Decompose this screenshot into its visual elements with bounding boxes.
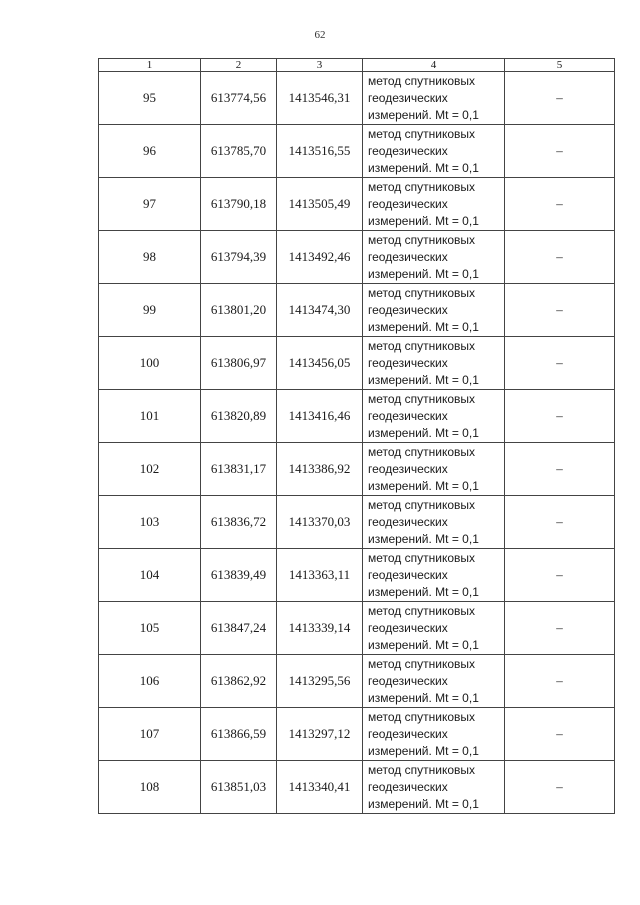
y-coordinate-cell: 1413505,49 xyxy=(277,178,363,231)
point-number-cell: 102 xyxy=(99,443,201,496)
method-cell xyxy=(363,72,505,125)
point-number-cell: 96 xyxy=(99,125,201,178)
x-coordinate-cell: 613794,39 xyxy=(201,231,277,284)
y-coordinate-cell: 1413416,46 xyxy=(277,390,363,443)
y-coordinate-cell: 1413474,30 xyxy=(277,284,363,337)
y-coordinate-cell: 1413492,46 xyxy=(277,231,363,284)
note-cell: – xyxy=(505,549,615,602)
method-text-line: метод спутниковых xyxy=(368,603,476,618)
y-coordinate-cell: 1413370,03 xyxy=(277,496,363,549)
table-row xyxy=(99,284,615,337)
note-cell: – xyxy=(505,390,615,443)
method-text-line: геодезических xyxy=(368,514,448,529)
y-coordinate-cell: 1413340,41 xyxy=(277,761,363,814)
method-text-line: метод спутниковых xyxy=(368,656,476,671)
point-number-cell: 97 xyxy=(99,178,201,231)
method-text-line: метод спутниковых xyxy=(368,126,476,141)
x-coordinate-cell: 613836,72 xyxy=(201,496,277,549)
x-coordinate-cell: 613866,59 xyxy=(201,708,277,761)
method-text-line: геодезических xyxy=(368,196,448,211)
method-text-line: метод спутниковых xyxy=(368,391,476,406)
point-number-cell: 105 xyxy=(99,602,201,655)
y-coordinate-cell: 1413456,05 xyxy=(277,337,363,390)
point-number-cell: 101 xyxy=(99,390,201,443)
table-row xyxy=(99,602,615,655)
point-number-cell: 106 xyxy=(99,655,201,708)
note-cell: – xyxy=(505,284,615,337)
point-number-cell: 99 xyxy=(99,284,201,337)
point-number-cell: 107 xyxy=(99,708,201,761)
method-text-line: геодезических xyxy=(368,143,448,158)
method-cell xyxy=(363,125,505,178)
x-coordinate-cell: 613851,03 xyxy=(201,761,277,814)
method-text-line: измерений. Mt = 0,1 xyxy=(368,531,479,546)
note-cell: – xyxy=(505,72,615,125)
note-cell: – xyxy=(505,708,615,761)
table-row xyxy=(99,337,615,390)
method-text-line: метод спутниковых xyxy=(368,338,476,353)
point-number-cell: 104 xyxy=(99,549,201,602)
method-text-line: измерений. Mt = 0,1 xyxy=(368,372,479,387)
method-text-line: измерений. Mt = 0,1 xyxy=(368,690,479,705)
method-cell xyxy=(363,284,505,337)
note-cell: – xyxy=(505,443,615,496)
table-row xyxy=(99,125,615,178)
x-coordinate-cell: 613806,97 xyxy=(201,337,277,390)
table-row xyxy=(99,761,615,814)
method-text-line: геодезических xyxy=(368,408,448,423)
page-number: 62 xyxy=(314,29,326,41)
method-text-line: измерений. Mt = 0,1 xyxy=(368,584,479,599)
point-number-cell: 95 xyxy=(99,72,201,125)
method-text-line: измерений. Mt = 0,1 xyxy=(368,213,479,228)
method-text-line: геодезических xyxy=(368,620,448,635)
method-text-line: измерений. Mt = 0,1 xyxy=(368,637,479,652)
note-cell: – xyxy=(505,231,615,284)
y-coordinate-cell: 1413546,31 xyxy=(277,72,363,125)
method-text-line: геодезических xyxy=(368,726,448,741)
method-text-line: измерений. Mt = 0,1 xyxy=(368,796,479,811)
method-cell xyxy=(363,390,505,443)
table-row xyxy=(99,178,615,231)
method-cell xyxy=(363,655,505,708)
note-cell: – xyxy=(505,602,615,655)
x-coordinate-cell: 613801,20 xyxy=(201,284,277,337)
x-coordinate-cell: 613839,49 xyxy=(201,549,277,602)
method-text-line: измерений. Mt = 0,1 xyxy=(368,266,479,281)
method-text-line: измерений. Mt = 0,1 xyxy=(368,107,479,122)
note-cell: – xyxy=(505,655,615,708)
table-row xyxy=(99,708,615,761)
header-cell-3: 3 xyxy=(277,59,363,72)
method-cell xyxy=(363,708,505,761)
x-coordinate-cell: 613820,89 xyxy=(201,390,277,443)
x-coordinate-cell: 613785,70 xyxy=(201,125,277,178)
method-text-line: метод спутниковых xyxy=(368,497,476,512)
method-cell xyxy=(363,496,505,549)
y-coordinate-cell: 1413516,55 xyxy=(277,125,363,178)
method-text-line: измерений. Mt = 0,1 xyxy=(368,319,479,334)
method-text-line: геодезических xyxy=(368,461,448,476)
method-text-line: метод спутниковых xyxy=(368,550,476,565)
method-cell xyxy=(363,443,505,496)
y-coordinate-cell: 1413363,11 xyxy=(277,549,363,602)
note-cell: – xyxy=(505,125,615,178)
table-row xyxy=(99,496,615,549)
note-cell: – xyxy=(505,337,615,390)
x-coordinate-cell: 613790,18 xyxy=(201,178,277,231)
method-text-line: геодезических xyxy=(368,302,448,317)
table-row xyxy=(99,655,615,708)
method-cell xyxy=(363,178,505,231)
method-text-line: метод спутниковых xyxy=(368,179,476,194)
method-text-line: геодезических xyxy=(368,567,448,582)
x-coordinate-cell: 613847,24 xyxy=(201,602,277,655)
x-coordinate-cell: 613862,92 xyxy=(201,655,277,708)
table-row xyxy=(99,231,615,284)
method-cell xyxy=(363,549,505,602)
y-coordinate-cell: 1413295,56 xyxy=(277,655,363,708)
coordinates-table xyxy=(98,58,615,814)
method-text-line: измерений. Mt = 0,1 xyxy=(368,425,479,440)
method-text-line: измерений. Mt = 0,1 xyxy=(368,160,479,175)
method-text-line: метод спутниковых xyxy=(368,762,476,777)
y-coordinate-cell: 1413386,92 xyxy=(277,443,363,496)
method-cell xyxy=(363,231,505,284)
method-cell xyxy=(363,337,505,390)
method-text-line: метод спутниковых xyxy=(368,232,476,247)
x-coordinate-cell: 613831,17 xyxy=(201,443,277,496)
method-cell xyxy=(363,602,505,655)
table-row xyxy=(99,390,615,443)
point-number-cell: 108 xyxy=(99,761,201,814)
note-cell: – xyxy=(505,496,615,549)
header-cell-1: 1 xyxy=(99,59,201,72)
method-cell xyxy=(363,761,505,814)
note-cell: – xyxy=(505,178,615,231)
point-number-cell: 103 xyxy=(99,496,201,549)
header-cell-4: 4 xyxy=(363,59,505,72)
point-number-cell: 100 xyxy=(99,337,201,390)
method-text-line: метод спутниковых xyxy=(368,73,476,88)
method-text-line: измерений. Mt = 0,1 xyxy=(368,743,479,758)
method-text-line: геодезических xyxy=(368,249,448,264)
method-text-line: метод спутниковых xyxy=(368,285,476,300)
header-cell-2: 2 xyxy=(201,59,277,72)
table-row xyxy=(99,549,615,602)
table-header-row xyxy=(99,59,615,72)
method-text-line: измерений. Mt = 0,1 xyxy=(368,478,479,493)
method-text-line: геодезических xyxy=(368,90,448,105)
x-coordinate-cell: 613774,56 xyxy=(201,72,277,125)
method-text-line: метод спутниковых xyxy=(368,444,476,459)
header-cell-5: 5 xyxy=(505,59,615,72)
y-coordinate-cell: 1413339,14 xyxy=(277,602,363,655)
method-text-line: геодезических xyxy=(368,355,448,370)
table-row xyxy=(99,443,615,496)
method-text-line: метод спутниковых xyxy=(368,709,476,724)
point-number-cell: 98 xyxy=(99,231,201,284)
table-row xyxy=(99,72,615,125)
method-text-line: геодезических xyxy=(368,673,448,688)
note-cell: – xyxy=(505,761,615,814)
y-coordinate-cell: 1413297,12 xyxy=(277,708,363,761)
method-text-line: геодезических xyxy=(368,779,448,794)
